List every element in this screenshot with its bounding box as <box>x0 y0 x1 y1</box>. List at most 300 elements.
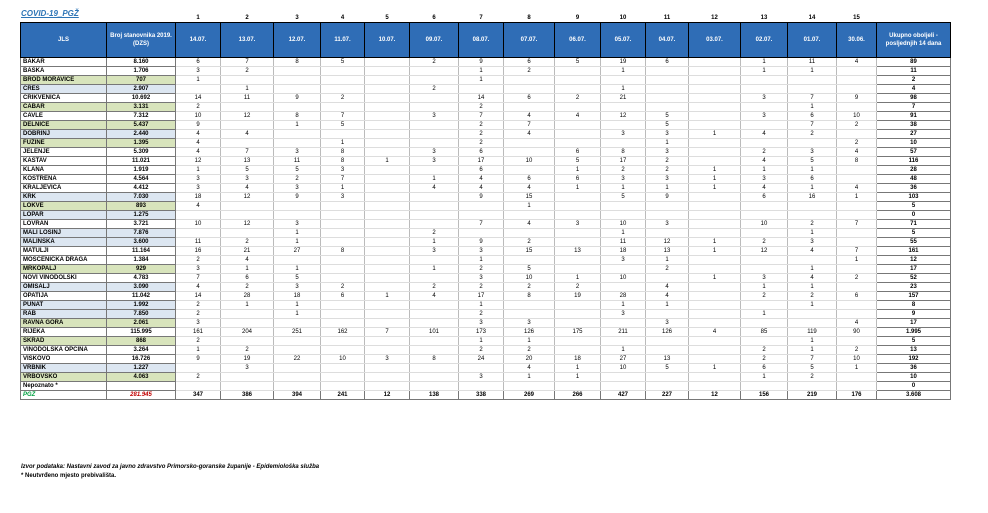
case-count <box>741 103 788 112</box>
case-count: 1 <box>601 301 646 310</box>
population-value: 115.995 <box>107 328 176 337</box>
case-count <box>601 211 646 220</box>
case-count <box>321 301 365 310</box>
case-count: 3 <box>601 310 646 319</box>
case-count <box>555 67 601 76</box>
case-count <box>689 265 741 274</box>
total-cases: 57 <box>877 148 951 157</box>
case-count <box>274 319 321 328</box>
case-count <box>410 202 459 211</box>
case-count: 10 <box>176 220 221 229</box>
case-count: 4 <box>741 157 788 166</box>
case-count: 1 <box>274 238 321 247</box>
case-count <box>274 139 321 148</box>
case-count <box>321 85 365 94</box>
case-count <box>689 193 741 202</box>
case-count <box>321 229 365 238</box>
case-count: 11 <box>274 157 321 166</box>
population-value: 4.412 <box>107 184 176 193</box>
table-row <box>21 211 951 220</box>
case-count: 12 <box>176 157 221 166</box>
case-count: 1 <box>459 337 504 346</box>
population-value: 8.160 <box>107 58 176 67</box>
case-count: 19 <box>601 58 646 67</box>
case-count: 2 <box>601 166 646 175</box>
case-count <box>274 211 321 220</box>
case-count <box>321 310 365 319</box>
case-count: 3 <box>176 67 221 76</box>
case-count <box>221 103 274 112</box>
case-count: 3 <box>365 355 410 364</box>
case-count: 2 <box>410 283 459 292</box>
total-cases: 91 <box>877 112 951 121</box>
municipality-name: CRES <box>21 85 107 94</box>
case-count: 2 <box>459 310 504 319</box>
case-count <box>837 130 877 139</box>
case-count: 173 <box>459 328 504 337</box>
case-count: 4 <box>221 130 274 139</box>
case-count <box>176 382 221 391</box>
case-count: 3 <box>741 175 788 184</box>
case-count: 4 <box>837 184 877 193</box>
table-row <box>21 85 951 94</box>
column-number: 2 <box>245 15 249 21</box>
case-count: 1 <box>504 202 555 211</box>
sum-label: PGŽ <box>21 391 107 400</box>
case-count: 12 <box>221 193 274 202</box>
sum-count: 156 <box>741 391 788 400</box>
case-count <box>365 310 410 319</box>
case-count: 1 <box>689 274 741 283</box>
case-count: 4 <box>504 364 555 373</box>
header-jls: JLS <box>21 23 107 58</box>
case-count: 4 <box>837 319 877 328</box>
header-date: 13.07. <box>221 23 274 58</box>
case-count: 3 <box>741 112 788 121</box>
population-value: 707 <box>107 76 176 85</box>
case-count: 22 <box>274 355 321 364</box>
total-cases: 7 <box>877 103 951 112</box>
case-count <box>410 373 459 382</box>
case-count <box>741 202 788 211</box>
case-count: 3 <box>601 175 646 184</box>
case-count: 1 <box>221 265 274 274</box>
sum-count: 347 <box>176 391 221 400</box>
case-count <box>741 256 788 265</box>
case-count <box>788 211 837 220</box>
column-numbers-row <box>21 14 951 23</box>
covid-table <box>20 14 951 400</box>
column-number: 5 <box>385 15 389 21</box>
case-count <box>555 76 601 85</box>
case-count <box>601 103 646 112</box>
population-value: 7.850 <box>107 310 176 319</box>
case-count <box>555 139 601 148</box>
case-count <box>504 211 555 220</box>
case-count <box>741 382 788 391</box>
case-count <box>646 373 689 382</box>
case-count <box>365 67 410 76</box>
case-count: 3 <box>646 319 689 328</box>
population-value: 1.227 <box>107 364 176 373</box>
header-date: 14.07. <box>176 23 221 58</box>
case-count <box>689 373 741 382</box>
case-count: 2 <box>410 85 459 94</box>
municipality-name: KRALJEVICA <box>21 184 107 193</box>
case-count: 11 <box>601 238 646 247</box>
case-count: 2 <box>176 337 221 346</box>
case-count <box>459 202 504 211</box>
case-count <box>555 319 601 328</box>
case-count <box>741 301 788 310</box>
population-value: 3.600 <box>107 238 176 247</box>
case-count: 7 <box>788 121 837 130</box>
total-cases: 0 <box>877 211 951 220</box>
total-cases: 10 <box>877 373 951 382</box>
column-number: 7 <box>479 15 483 21</box>
case-count: 6 <box>504 58 555 67</box>
case-count <box>321 211 365 220</box>
source-note: Izvor podataka: Nastavni zavod za javno zdravstvo Primorsko-goranske županije - Epidemiološka služba <box>21 464 320 470</box>
municipality-name: ČABAR <box>21 103 107 112</box>
case-count: 1 <box>788 346 837 355</box>
case-count <box>646 310 689 319</box>
case-count <box>646 94 689 103</box>
case-count: 2 <box>504 283 555 292</box>
case-count <box>788 319 837 328</box>
case-count <box>221 382 274 391</box>
case-count: 28 <box>221 292 274 301</box>
case-count: 2 <box>459 103 504 112</box>
case-count: 4 <box>646 283 689 292</box>
case-count <box>321 373 365 382</box>
municipality-name: MALI LOŠINJ <box>21 229 107 238</box>
municipality-name: CRIKVENICA <box>21 94 107 103</box>
case-count <box>410 67 459 76</box>
case-count: 28 <box>601 292 646 301</box>
population-value: 11.042 <box>107 292 176 301</box>
case-count <box>741 139 788 148</box>
case-count: 161 <box>176 328 221 337</box>
case-count: 1 <box>741 67 788 76</box>
case-count: 6 <box>459 166 504 175</box>
case-count <box>689 94 741 103</box>
case-count: 6 <box>741 364 788 373</box>
case-count: 11 <box>788 58 837 67</box>
case-count: 2 <box>321 283 365 292</box>
case-count <box>365 319 410 328</box>
header-date: 08.07. <box>459 23 504 58</box>
case-count: 6 <box>504 94 555 103</box>
case-count: 1 <box>459 67 504 76</box>
case-count <box>555 238 601 247</box>
case-count: 1 <box>601 346 646 355</box>
case-count <box>837 373 877 382</box>
case-count: 126 <box>646 328 689 337</box>
case-count: 12 <box>741 247 788 256</box>
case-count: 1 <box>741 58 788 67</box>
municipality-name: KRK <box>21 193 107 202</box>
case-count: 6 <box>555 175 601 184</box>
case-count: 2 <box>221 67 274 76</box>
case-count: 21 <box>221 247 274 256</box>
municipality-name: RIJEKA <box>21 328 107 337</box>
case-count: 2 <box>837 121 877 130</box>
municipality-name: KOSTRENA <box>21 175 107 184</box>
municipality-name: OPATIJA <box>21 292 107 301</box>
case-count: 3 <box>459 373 504 382</box>
case-count <box>365 58 410 67</box>
population-value: 4.564 <box>107 175 176 184</box>
case-count <box>689 229 741 238</box>
case-count: 21 <box>601 94 646 103</box>
case-count <box>837 202 877 211</box>
column-number: 3 <box>295 15 299 21</box>
case-count <box>365 265 410 274</box>
total-cases: 157 <box>877 292 951 301</box>
case-count <box>837 283 877 292</box>
case-count: 2 <box>459 130 504 139</box>
case-count: 15 <box>504 247 555 256</box>
municipality-name: MRKOPALJ <box>21 265 107 274</box>
case-count <box>646 229 689 238</box>
table-row <box>21 94 951 103</box>
case-count <box>601 337 646 346</box>
case-count <box>274 382 321 391</box>
case-count: 7 <box>788 355 837 364</box>
table-row <box>21 148 951 157</box>
case-count: 3 <box>646 148 689 157</box>
case-count <box>555 130 601 139</box>
header-date: 03.07. <box>689 23 741 58</box>
case-count: 1 <box>274 229 321 238</box>
case-count <box>837 85 877 94</box>
total-cases: 5 <box>877 229 951 238</box>
case-count: 5 <box>601 193 646 202</box>
case-count <box>176 229 221 238</box>
case-count: 1 <box>788 229 837 238</box>
case-count <box>555 256 601 265</box>
case-count <box>410 301 459 310</box>
total-cases: 52 <box>877 274 951 283</box>
case-count <box>459 211 504 220</box>
case-count: 5 <box>646 121 689 130</box>
case-count: 4 <box>646 292 689 301</box>
case-count: 12 <box>601 112 646 121</box>
case-count <box>410 337 459 346</box>
case-count <box>410 364 459 373</box>
municipality-name: LOPAR <box>21 211 107 220</box>
case-count <box>176 211 221 220</box>
case-count: 2 <box>788 130 837 139</box>
case-count: 1 <box>176 76 221 85</box>
case-count <box>504 166 555 175</box>
case-count: 3 <box>176 184 221 193</box>
case-count: 10 <box>321 355 365 364</box>
total-cases: 2 <box>877 76 951 85</box>
case-count: 6 <box>221 274 274 283</box>
municipality-name: MALINSKA <box>21 238 107 247</box>
case-count <box>410 310 459 319</box>
case-count <box>321 220 365 229</box>
case-count: 1 <box>689 247 741 256</box>
case-count: 10 <box>504 274 555 283</box>
sum-count: 338 <box>459 391 504 400</box>
total-cases: 5 <box>877 337 951 346</box>
case-count: 1 <box>555 166 601 175</box>
case-count: 6 <box>646 58 689 67</box>
total-cases: 48 <box>877 175 951 184</box>
case-count: 17 <box>459 292 504 301</box>
case-count: 1 <box>788 337 837 346</box>
case-count: 4 <box>410 292 459 301</box>
case-count <box>504 229 555 238</box>
case-count <box>555 265 601 274</box>
municipality-name: PUNAT <box>21 301 107 310</box>
case-count <box>459 229 504 238</box>
case-count <box>365 301 410 310</box>
case-count: 2 <box>646 265 689 274</box>
case-count <box>555 121 601 130</box>
header-date: 06.07. <box>555 23 601 58</box>
total-cases: 9 <box>877 310 951 319</box>
case-count: 4 <box>176 202 221 211</box>
case-count <box>741 211 788 220</box>
case-count: 2 <box>176 373 221 382</box>
case-count <box>837 337 877 346</box>
case-count <box>321 265 365 274</box>
case-count: 126 <box>504 328 555 337</box>
population-value <box>107 382 176 391</box>
table-row <box>21 247 951 256</box>
case-count <box>365 337 410 346</box>
case-count <box>601 202 646 211</box>
case-count <box>555 193 601 202</box>
blank-cell <box>107 14 176 23</box>
case-count: 1 <box>601 67 646 76</box>
header-date: 30.06. <box>837 23 877 58</box>
case-count: 162 <box>321 328 365 337</box>
case-count: 4 <box>788 247 837 256</box>
case-count <box>837 103 877 112</box>
population-value: 1.992 <box>107 301 176 310</box>
case-count: 3 <box>274 184 321 193</box>
case-count: 10 <box>837 112 877 121</box>
case-count <box>274 103 321 112</box>
case-count <box>221 121 274 130</box>
header-date: 12.07. <box>274 23 321 58</box>
sum-count: 12 <box>365 391 410 400</box>
case-count: 1 <box>410 238 459 247</box>
case-count: 9 <box>646 193 689 202</box>
case-count: 10 <box>741 220 788 229</box>
municipality-name: KASTAV <box>21 157 107 166</box>
table-row <box>21 301 951 310</box>
case-count: 1 <box>274 121 321 130</box>
case-count: 1 <box>504 337 555 346</box>
table-row <box>21 274 951 283</box>
case-count <box>601 283 646 292</box>
case-count <box>646 346 689 355</box>
case-count: 4 <box>459 175 504 184</box>
case-count <box>321 337 365 346</box>
case-count <box>689 220 741 229</box>
table-row <box>21 130 951 139</box>
sum-count: 394 <box>274 391 321 400</box>
case-count: 13 <box>555 247 601 256</box>
case-count: 4 <box>176 130 221 139</box>
municipality-name: RAB <box>21 310 107 319</box>
case-count: 3 <box>176 265 221 274</box>
case-count: 1 <box>459 301 504 310</box>
table-row <box>21 67 951 76</box>
case-count: 3 <box>741 94 788 103</box>
case-count: 1 <box>601 184 646 193</box>
case-count: 7 <box>365 328 410 337</box>
case-count <box>555 85 601 94</box>
case-count <box>689 310 741 319</box>
case-count: 3 <box>274 220 321 229</box>
case-count <box>788 76 837 85</box>
case-count <box>221 139 274 148</box>
case-count <box>504 382 555 391</box>
municipality-name: RAVNA GORA <box>21 319 107 328</box>
case-count: 1 <box>689 364 741 373</box>
case-count: 1 <box>741 166 788 175</box>
case-count: 3 <box>601 256 646 265</box>
case-count: 3 <box>646 220 689 229</box>
case-count: 1 <box>741 373 788 382</box>
case-count <box>274 337 321 346</box>
case-count: 1 <box>788 103 837 112</box>
case-count <box>741 85 788 94</box>
case-count: 1 <box>646 256 689 265</box>
total-cases: 5 <box>877 202 951 211</box>
case-count: 4 <box>221 184 274 193</box>
case-count: 7 <box>176 274 221 283</box>
municipality-name: LOKVE <box>21 202 107 211</box>
population-value: 4.783 <box>107 274 176 283</box>
case-count: 1 <box>274 265 321 274</box>
case-count: 1 <box>689 166 741 175</box>
municipality-name: OMIŠALJ <box>21 283 107 292</box>
municipality-name: BAKAR <box>21 58 107 67</box>
case-count <box>689 103 741 112</box>
case-count: 1 <box>555 373 601 382</box>
case-count <box>689 319 741 328</box>
total-cases: 116 <box>877 157 951 166</box>
municipality-name: DOBRINJ <box>21 130 107 139</box>
case-count <box>365 382 410 391</box>
case-count: 8 <box>601 148 646 157</box>
case-count <box>646 76 689 85</box>
case-count: 3 <box>459 319 504 328</box>
case-count: 3 <box>555 220 601 229</box>
case-count <box>410 76 459 85</box>
population-value: 3.131 <box>107 103 176 112</box>
total-cases: 28 <box>877 166 951 175</box>
column-number: 10 <box>619 15 627 21</box>
case-count: 7 <box>788 94 837 103</box>
case-count: 3 <box>176 175 221 184</box>
municipality-name: JELENJE <box>21 148 107 157</box>
column-number: 4 <box>340 15 345 21</box>
case-count <box>365 166 410 175</box>
case-count: 3 <box>321 166 365 175</box>
case-count <box>646 85 689 94</box>
total-cases: 8 <box>877 301 951 310</box>
case-count: 1 <box>459 76 504 85</box>
